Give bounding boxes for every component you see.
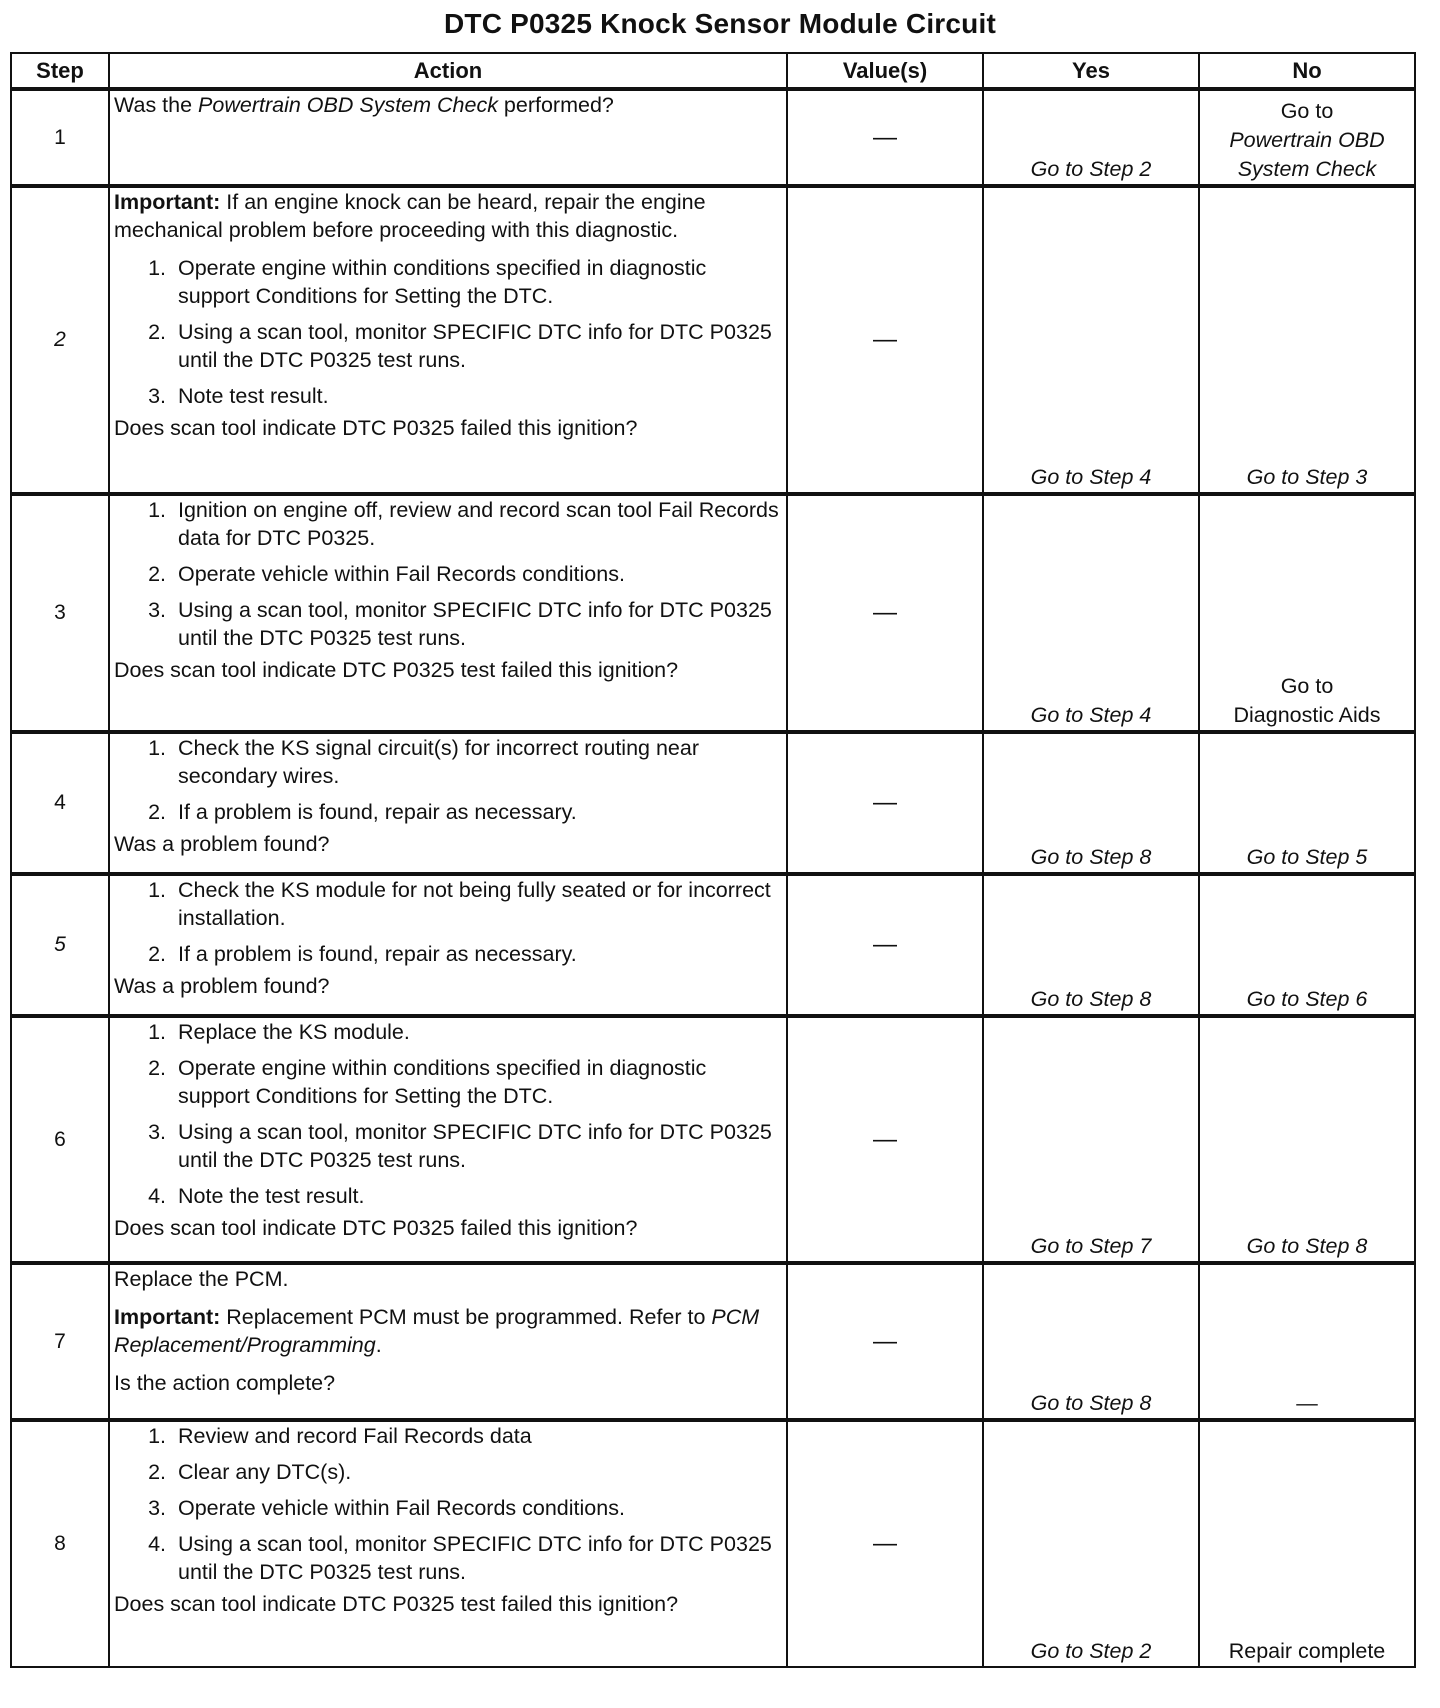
- no-cell: —: [1199, 1263, 1415, 1420]
- value-cell: —: [787, 1263, 983, 1420]
- action-cell: [109, 186, 787, 494]
- table-row: [11, 494, 1415, 732]
- question-text: Does scan tool indicate DTC P0325 test failed this ignition?: [114, 1592, 679, 1616]
- header-no: No: [1199, 53, 1415, 89]
- list-item: 3. Using a scan tool, monitor SPECIFIC DTC info for DTC P0325 until the DTC P0325 test runs.: [172, 596, 782, 652]
- list-item: 3. Note test result.: [172, 382, 782, 410]
- list-item: 1. Replace the KS module.: [172, 1018, 782, 1046]
- question-text: Does scan tool indicate DTC P0325 failed this ignition?: [114, 416, 638, 440]
- step-list: [114, 1018, 782, 1210]
- important-text: .: [375, 1333, 382, 1357]
- header-step: Step: [11, 53, 109, 89]
- yes-cell: Go to Step 8: [983, 732, 1199, 874]
- table-row: [11, 874, 1415, 1016]
- no-cell: Go to Step 5: [1199, 732, 1415, 874]
- yes-cell: Go to Step 8: [983, 874, 1199, 1016]
- header-yes: Yes: [983, 53, 1199, 89]
- list-item: 1. Check the KS signal circuit(s) for incorrect routing near secondary wires.: [172, 734, 782, 790]
- step-number: 7: [11, 1263, 109, 1420]
- important-label: Important:: [114, 190, 221, 214]
- list-item: 4. Note the test result.: [172, 1182, 782, 1210]
- step-number: 8: [11, 1420, 109, 1667]
- list-item: 2. If a problem is found, repair as necessary.: [172, 798, 782, 826]
- header-values: Value(s): [787, 53, 983, 89]
- action-text: performed?: [497, 93, 614, 117]
- table-row: [11, 1263, 1415, 1420]
- step-number: 5: [11, 874, 109, 1016]
- value-cell: —: [787, 732, 983, 874]
- header-action: Action: [109, 53, 787, 89]
- list-item: 2. Operate vehicle within Fail Records conditions.: [172, 560, 782, 588]
- step-number: 1: [11, 89, 109, 186]
- header-row: [11, 53, 1415, 89]
- yes-cell: Go to Step 7: [983, 1016, 1199, 1263]
- no-cell: Repair complete: [1199, 1420, 1415, 1667]
- list-item: 1. Operate engine within conditions specified in diagnostic support Conditions for Setting the DTC.: [172, 254, 782, 310]
- important-note: [114, 188, 782, 244]
- step-list: [114, 734, 782, 826]
- value-cell: —: [787, 874, 983, 1016]
- table-row: [11, 89, 1415, 186]
- value-cell: —: [787, 1016, 983, 1263]
- action-text: Was the: [114, 93, 199, 117]
- list-item: 4. Using a scan tool, monitor SPECIFIC DTC info for DTC P0325 until the DTC P0325 test runs.: [172, 1530, 782, 1586]
- page-title: DTC P0325 Knock Sensor Module Circuit: [444, 8, 996, 39]
- no-cell: [1199, 89, 1415, 186]
- action-cell: [109, 89, 787, 186]
- no-text: Go to: [1280, 99, 1334, 123]
- no-reference: Powertrain OBD System Check: [1229, 128, 1385, 181]
- question-text: Is the action complete?: [114, 1371, 336, 1395]
- action-cell: [109, 732, 787, 874]
- table-row: [11, 732, 1415, 874]
- action-text: Replace the PCM.: [114, 1267, 289, 1291]
- value-cell: —: [787, 186, 983, 494]
- action-cell: [109, 1420, 787, 1667]
- step-list: [114, 254, 782, 410]
- important-label: Important:: [114, 1305, 221, 1329]
- no-cell: Go to Step 6: [1199, 874, 1415, 1016]
- no-text: Diagnostic Aids: [1233, 703, 1381, 727]
- table-row: [11, 1016, 1415, 1263]
- list-item: 2. Clear any DTC(s).: [172, 1458, 782, 1486]
- question-text: Does scan tool indicate DTC P0325 test failed this ignition?: [114, 658, 679, 682]
- list-item: 2. If a problem is found, repair as necessary.: [172, 940, 782, 968]
- yes-cell: Go to Step 2: [983, 89, 1199, 186]
- list-item: 1. Review and record Fail Records data: [172, 1422, 782, 1450]
- no-cell: Go to Step 3: [1199, 186, 1415, 494]
- step-number: 6: [11, 1016, 109, 1263]
- no-cell: Go to Step 8: [1199, 1016, 1415, 1263]
- question-text: Was a problem found?: [114, 832, 330, 856]
- yes-cell: Go to Step 8: [983, 1263, 1199, 1420]
- important-text: If an engine knock can be heard, repair the engine mechanical problem before proceeding with this diagnostic.: [114, 190, 706, 242]
- value-cell: —: [787, 1420, 983, 1667]
- step-list: [114, 496, 782, 652]
- important-note: [114, 1303, 782, 1359]
- list-item: 1. Ignition on engine off, review and record scan tool Fail Records data for DTC P0325.: [172, 496, 782, 552]
- action-cell: [109, 874, 787, 1016]
- list-item: 3. Using a scan tool, monitor SPECIFIC DTC info for DTC P0325 until the DTC P0325 test runs.: [172, 1118, 782, 1174]
- no-cell: [1199, 494, 1415, 732]
- list-item: 2. Using a scan tool, monitor SPECIFIC DTC info for DTC P0325 until the DTC P0325 test runs.: [172, 318, 782, 374]
- step-number: 2: [11, 186, 109, 494]
- step-number: 3: [11, 494, 109, 732]
- step-list: [114, 876, 782, 968]
- yes-cell: Go to Step 4: [983, 186, 1199, 494]
- list-item: 1. Check the KS module for not being fully seated or for incorrect installation.: [172, 876, 782, 932]
- yes-cell: Go to Step 2: [983, 1420, 1199, 1667]
- list-item: 2. Operate engine within conditions specified in diagnostic support Conditions for Setting the DTC.: [172, 1054, 782, 1110]
- question-text: Was a problem found?: [114, 974, 330, 998]
- action-cell: [109, 494, 787, 732]
- action-cell: [109, 1263, 787, 1420]
- value-cell: —: [787, 89, 983, 186]
- diagnostic-table: [10, 52, 1416, 1668]
- table-row: [11, 186, 1415, 494]
- list-item: 3. Operate vehicle within Fail Records conditions.: [172, 1494, 782, 1522]
- step-list: [114, 1422, 782, 1586]
- value-cell: —: [787, 494, 983, 732]
- question-text: Does scan tool indicate DTC P0325 failed this ignition?: [114, 1216, 638, 1240]
- important-reference: PCM Replacement/Programming: [114, 1305, 760, 1357]
- step-number: 4: [11, 732, 109, 874]
- action-cell: [109, 1016, 787, 1263]
- table-row: [11, 1420, 1415, 1667]
- important-text: Replacement PCM must be programmed. Refer to: [220, 1305, 712, 1329]
- action-reference: Powertrain OBD System Check: [198, 93, 498, 117]
- no-text: Go to: [1280, 674, 1334, 698]
- yes-cell: Go to Step 4: [983, 494, 1199, 732]
